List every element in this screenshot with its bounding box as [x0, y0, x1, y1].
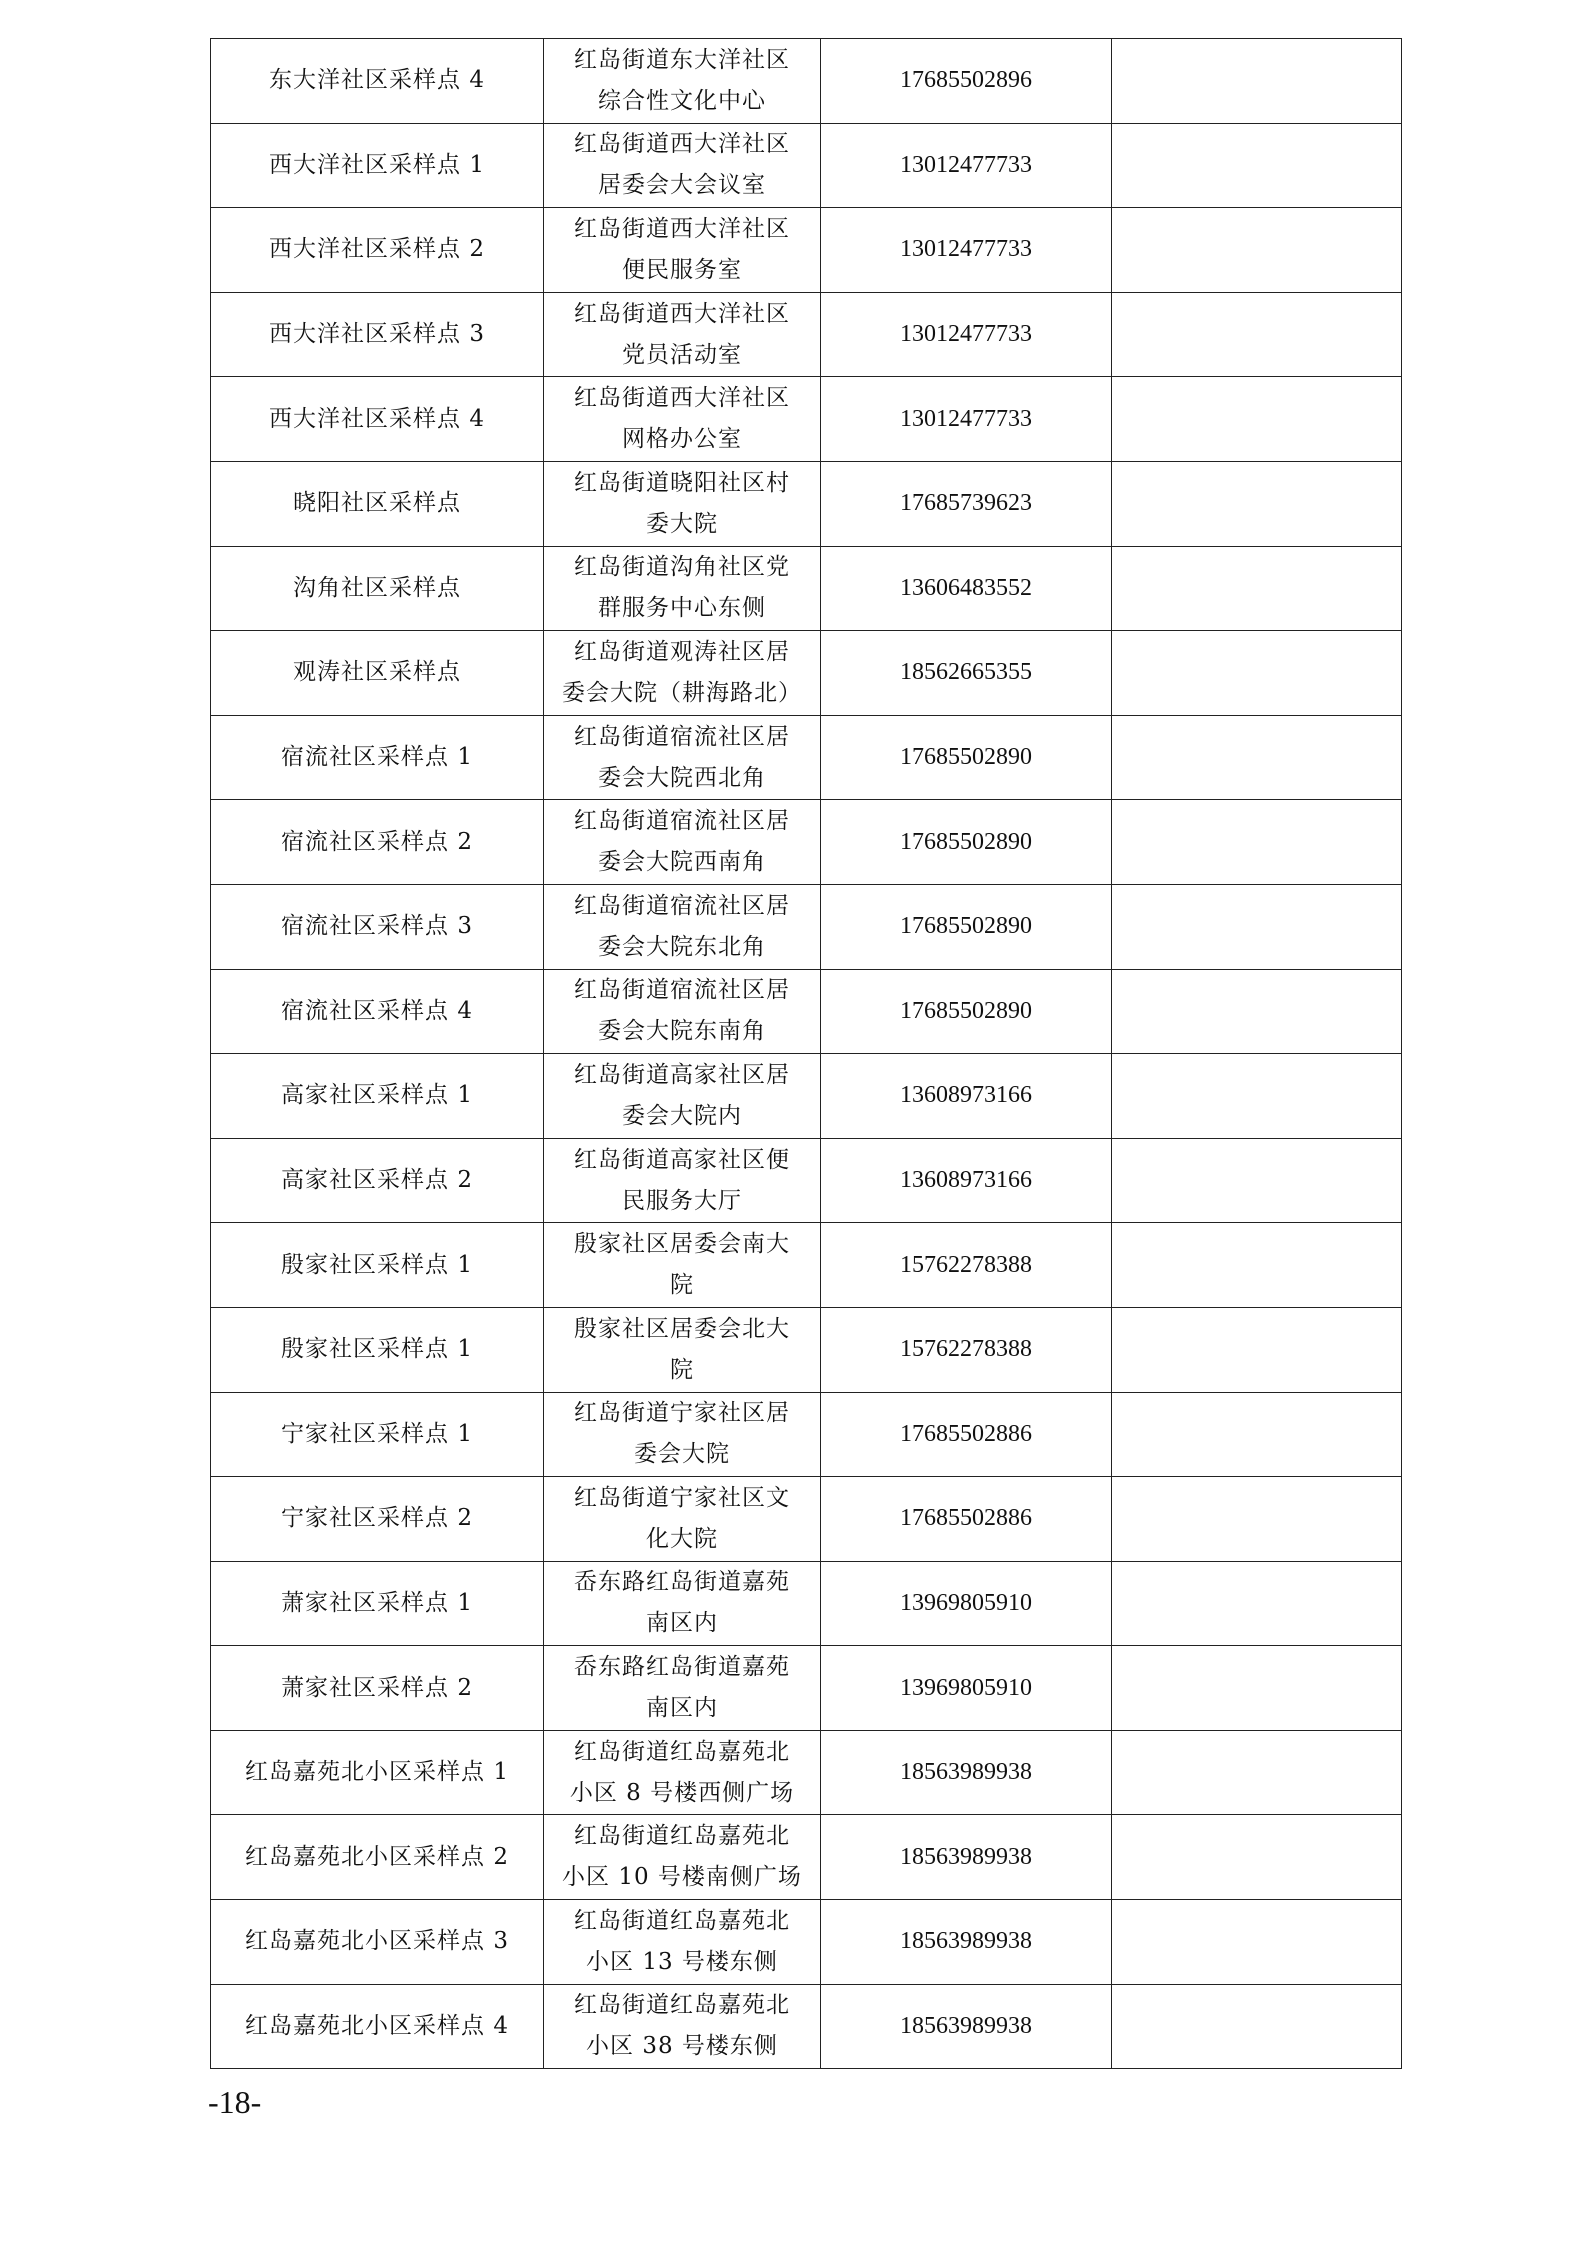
- site-name-cell: 西大洋社区采样点 3: [211, 292, 544, 377]
- location-line: 红岛街道西大洋社区: [574, 215, 790, 242]
- site-name-cell: 东大洋社区采样点 4: [211, 39, 544, 124]
- location-line: 红岛街道宿流社区居: [574, 892, 790, 919]
- contact-phone-cell: 18563989938: [821, 1815, 1112, 1900]
- site-location-cell: [544, 1984, 821, 2069]
- table-row: [211, 546, 1402, 631]
- location-line: 群服务中心东侧: [598, 595, 766, 622]
- contact-phone-cell: 13012477733: [821, 208, 1112, 293]
- location-line: 红岛街道观涛社区居: [574, 638, 790, 665]
- site-name-cell: 萧家社区采样点 2: [211, 1646, 544, 1731]
- contact-phone-cell: 17685502886: [821, 1392, 1112, 1477]
- site-name-cell: 西大洋社区采样点 4: [211, 377, 544, 462]
- location-line: 岙东路红岛街道嘉苑: [574, 1654, 790, 1681]
- location-line: 红岛街道西大洋社区: [574, 300, 790, 327]
- site-location-cell: [544, 1900, 821, 1985]
- site-location-cell: [544, 377, 821, 462]
- location-line: 红岛街道宁家社区文: [574, 1484, 790, 1511]
- note-cell: [1112, 1646, 1402, 1731]
- note-cell: [1112, 800, 1402, 885]
- note-cell: [1112, 969, 1402, 1054]
- note-cell: [1112, 377, 1402, 462]
- table-row: [211, 123, 1402, 208]
- location-line: 红岛街道高家社区便: [574, 1146, 790, 1173]
- contact-phone-cell: 18562665355: [821, 631, 1112, 716]
- location-line: 小区 13 号楼东侧: [586, 1948, 778, 1975]
- note-cell: [1112, 546, 1402, 631]
- note-cell: [1112, 1984, 1402, 2069]
- location-line: 红岛街道宿流社区居: [574, 723, 790, 750]
- location-line: 红岛街道西大洋社区: [574, 385, 790, 412]
- note-cell: [1112, 1477, 1402, 1562]
- location-line: 委会大院西南角: [598, 849, 766, 876]
- table-row: [211, 1561, 1402, 1646]
- location-line: 综合性文化中心: [598, 87, 766, 114]
- location-line: 院: [670, 1356, 694, 1383]
- location-line: 红岛街道红岛嘉苑北: [574, 1738, 790, 1765]
- site-name-cell: 宿流社区采样点 3: [211, 884, 544, 969]
- location-line: 委会大院内: [622, 1102, 742, 1129]
- location-line: 岙东路红岛街道嘉苑: [574, 1569, 790, 1596]
- location-line: 小区 10 号楼南侧广场: [562, 1864, 802, 1891]
- site-name-cell: 观涛社区采样点: [211, 631, 544, 716]
- site-location-cell: [544, 1730, 821, 1815]
- location-line: 红岛街道晓阳社区村: [574, 469, 790, 496]
- table-row: [211, 1730, 1402, 1815]
- location-line: 便民服务室: [622, 256, 742, 283]
- site-name-cell: 殷家社区采样点 1: [211, 1223, 544, 1308]
- contact-phone-cell: 13608973166: [821, 1054, 1112, 1139]
- note-cell: [1112, 631, 1402, 716]
- contact-phone-cell: 17685739623: [821, 461, 1112, 546]
- contact-phone-cell: 17685502890: [821, 969, 1112, 1054]
- table-row: [211, 1900, 1402, 1985]
- site-location-cell: [544, 208, 821, 293]
- note-cell: [1112, 123, 1402, 208]
- table-row: [211, 969, 1402, 1054]
- table-row: [211, 1307, 1402, 1392]
- location-line: 殷家社区居委会南大: [574, 1231, 790, 1258]
- note-cell: [1112, 1307, 1402, 1392]
- site-location-cell: [544, 123, 821, 208]
- table-row: [211, 715, 1402, 800]
- table-row: [211, 1477, 1402, 1562]
- location-line: 红岛街道红岛嘉苑北: [574, 1907, 790, 1934]
- site-location-cell: [544, 1307, 821, 1392]
- site-location-cell: [544, 461, 821, 546]
- contact-phone-cell: 18563989938: [821, 1730, 1112, 1815]
- contact-phone-cell: 15762278388: [821, 1307, 1112, 1392]
- location-line: 红岛街道东大洋社区: [574, 46, 790, 73]
- sampling-sites-table: [210, 38, 1402, 2069]
- location-line: 红岛街道高家社区居: [574, 1061, 790, 1088]
- site-name-cell: 高家社区采样点 1: [211, 1054, 544, 1139]
- site-location-cell: [544, 631, 821, 716]
- site-name-cell: 晓阳社区采样点: [211, 461, 544, 546]
- note-cell: [1112, 1223, 1402, 1308]
- site-location-cell: [544, 800, 821, 885]
- table-row: [211, 1223, 1402, 1308]
- site-name-cell: 宿流社区采样点 2: [211, 800, 544, 885]
- contact-phone-cell: 13012477733: [821, 377, 1112, 462]
- note-cell: [1112, 884, 1402, 969]
- table-row: [211, 800, 1402, 885]
- site-location-cell: [544, 715, 821, 800]
- location-line: 院: [670, 1272, 694, 1299]
- contact-phone-cell: 17685502890: [821, 715, 1112, 800]
- location-line: 小区 8 号楼西侧广场: [569, 1779, 795, 1806]
- site-location-cell: [544, 884, 821, 969]
- location-line: 小区 38 号楼东侧: [586, 2033, 778, 2060]
- contact-phone-cell: 15762278388: [821, 1223, 1112, 1308]
- location-line: 红岛街道宿流社区居: [574, 808, 790, 835]
- table-row: [211, 1054, 1402, 1139]
- location-line: 红岛街道宿流社区居: [574, 977, 790, 1004]
- site-name-cell: 殷家社区采样点 1: [211, 1307, 544, 1392]
- contact-phone-cell: 13969805910: [821, 1561, 1112, 1646]
- note-cell: [1112, 1392, 1402, 1477]
- site-name-cell: 宿流社区采样点 1: [211, 715, 544, 800]
- note-cell: [1112, 1054, 1402, 1139]
- site-name-cell: 宁家社区采样点 2: [211, 1477, 544, 1562]
- table-row: [211, 1815, 1402, 1900]
- contact-phone-cell: 13608973166: [821, 1138, 1112, 1223]
- note-cell: [1112, 1561, 1402, 1646]
- table-row: [211, 377, 1402, 462]
- site-location-cell: [544, 292, 821, 377]
- site-name-cell: 红岛嘉苑北小区采样点 4: [211, 1984, 544, 2069]
- location-line: 红岛街道宁家社区居: [574, 1400, 790, 1427]
- contact-phone-cell: 13012477733: [821, 292, 1112, 377]
- table-body: [211, 39, 1402, 2069]
- location-line: 红岛街道沟角社区党: [574, 554, 790, 581]
- site-location-cell: [544, 546, 821, 631]
- contact-phone-cell: 13606483552: [821, 546, 1112, 631]
- note-cell: [1112, 1138, 1402, 1223]
- note-cell: [1112, 715, 1402, 800]
- site-name-cell: 红岛嘉苑北小区采样点 3: [211, 1900, 544, 1985]
- note-cell: [1112, 1900, 1402, 1985]
- note-cell: [1112, 461, 1402, 546]
- contact-phone-cell: 18563989938: [821, 1900, 1112, 1985]
- location-line: 南区内: [646, 1695, 718, 1722]
- location-line: 红岛街道西大洋社区: [574, 131, 790, 158]
- table-row: [211, 884, 1402, 969]
- location-line: 居委会大会议室: [598, 172, 766, 199]
- location-line: 网格办公室: [622, 426, 742, 453]
- table-row: [211, 1646, 1402, 1731]
- location-line: 委会大院西北角: [598, 764, 766, 791]
- site-name-cell: 西大洋社区采样点 2: [211, 208, 544, 293]
- contact-phone-cell: 18563989938: [821, 1984, 1112, 2069]
- site-location-cell: [544, 1815, 821, 1900]
- location-line: 委会大院东南角: [598, 1018, 766, 1045]
- table-row: [211, 1984, 1402, 2069]
- note-cell: [1112, 292, 1402, 377]
- location-line: 殷家社区居委会北大: [574, 1315, 790, 1342]
- location-line: 化大院: [646, 1525, 718, 1552]
- location-line: 党员活动室: [622, 341, 742, 368]
- table-row: [211, 461, 1402, 546]
- site-name-cell: 萧家社区采样点 1: [211, 1561, 544, 1646]
- site-location-cell: [544, 1646, 821, 1731]
- note-cell: [1112, 39, 1402, 124]
- table-row: [211, 208, 1402, 293]
- contact-phone-cell: 17685502886: [821, 1477, 1112, 1562]
- site-name-cell: 宁家社区采样点 1: [211, 1392, 544, 1477]
- note-cell: [1112, 208, 1402, 293]
- site-location-cell: [544, 1477, 821, 1562]
- contact-phone-cell: 17685502896: [821, 39, 1112, 124]
- site-name-cell: 沟角社区采样点: [211, 546, 544, 631]
- location-line: 委会大院东北角: [598, 933, 766, 960]
- site-name-cell: 宿流社区采样点 4: [211, 969, 544, 1054]
- location-line: 委大院: [646, 510, 718, 537]
- note-cell: [1112, 1815, 1402, 1900]
- site-location-cell: [544, 969, 821, 1054]
- contact-phone-cell: 17685502890: [821, 884, 1112, 969]
- location-line: 委会大院: [634, 1441, 730, 1468]
- site-name-cell: 高家社区采样点 2: [211, 1138, 544, 1223]
- note-cell: [1112, 1730, 1402, 1815]
- site-name-cell: 红岛嘉苑北小区采样点 1: [211, 1730, 544, 1815]
- contact-phone-cell: 13012477733: [821, 123, 1112, 208]
- site-location-cell: [544, 1392, 821, 1477]
- site-location-cell: [544, 1223, 821, 1308]
- location-line: 南区内: [646, 1610, 718, 1637]
- site-location-cell: [544, 1054, 821, 1139]
- table-row: [211, 631, 1402, 716]
- site-location-cell: [544, 1561, 821, 1646]
- location-line: 民服务大厅: [622, 1187, 742, 1214]
- contact-phone-cell: 13969805910: [821, 1646, 1112, 1731]
- site-name-cell: 西大洋社区采样点 1: [211, 123, 544, 208]
- location-line: 红岛街道红岛嘉苑北: [574, 1992, 790, 2019]
- table-row: [211, 1392, 1402, 1477]
- site-name-cell: 红岛嘉苑北小区采样点 2: [211, 1815, 544, 1900]
- table-row: [211, 39, 1402, 124]
- location-line: 委会大院（耕海路北）: [562, 679, 802, 706]
- page-number: -18-: [208, 2084, 262, 2120]
- site-location-cell: [544, 1138, 821, 1223]
- table-row: [211, 292, 1402, 377]
- location-line: 红岛街道红岛嘉苑北: [574, 1823, 790, 1850]
- table-row: [211, 1138, 1402, 1223]
- contact-phone-cell: 17685502890: [821, 800, 1112, 885]
- site-location-cell: [544, 39, 821, 124]
